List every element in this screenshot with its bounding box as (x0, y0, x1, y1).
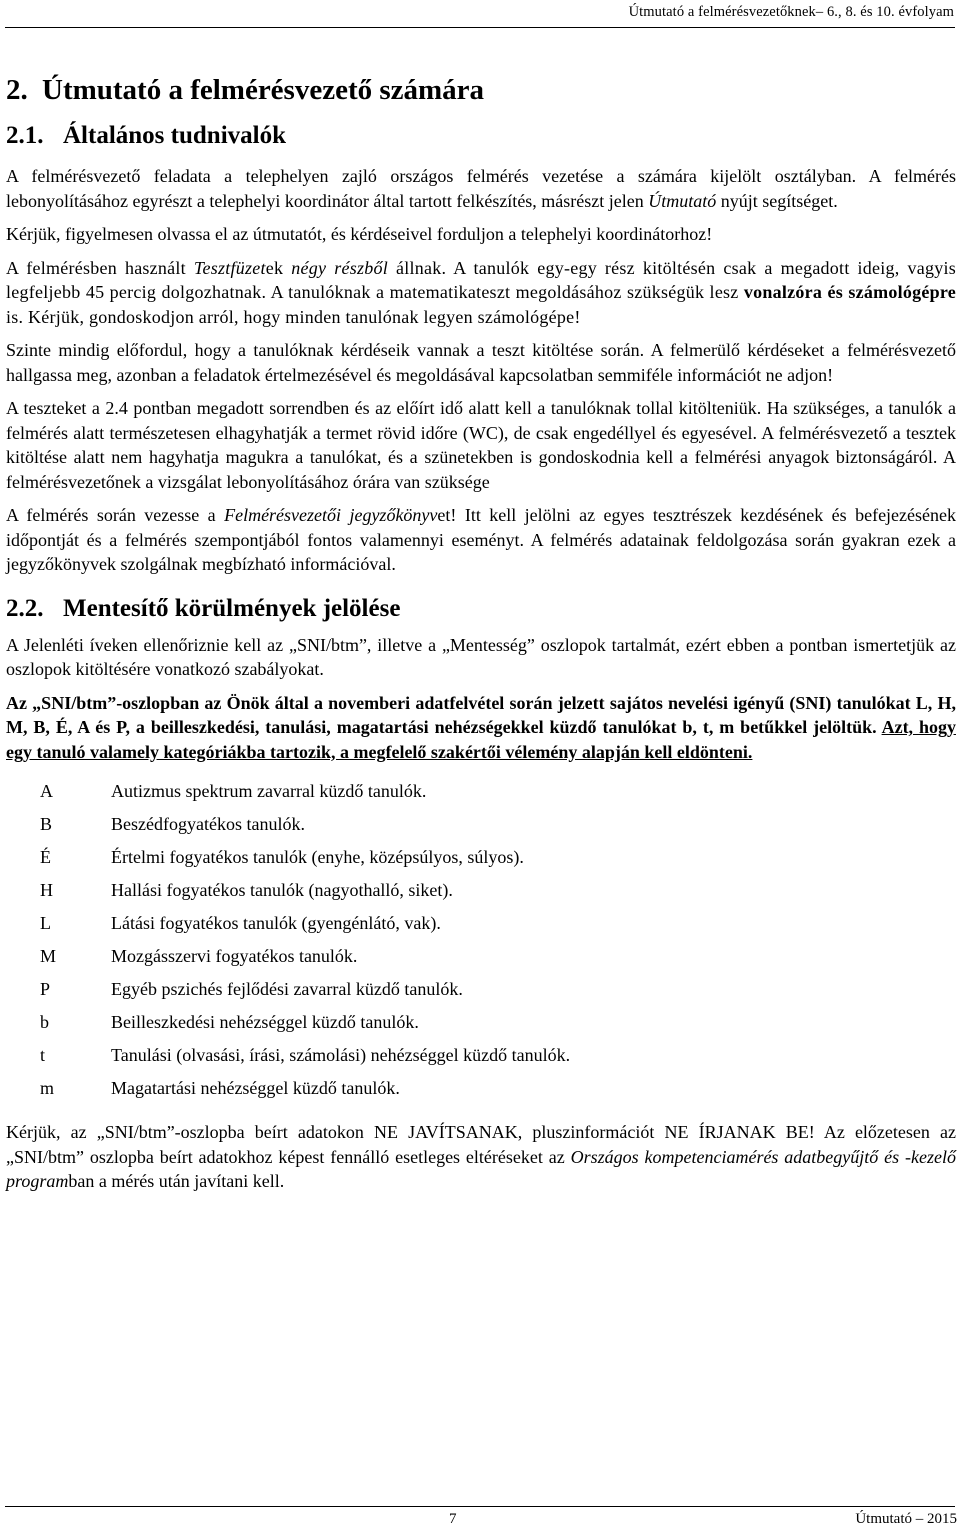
subsection-title: Általános tudnivalók (63, 122, 286, 149)
paragraph-order: A teszteket a 2.4 pontban megadott sorrendben és az előírt idő alatt kell a tanulóknak tollal kitölteniük. Ha szükséges, a tanulók a felmérés alatt természetesen elhagyhatják a termet rövid időre (WC), de csak engedéllyel és egyesével. A felmérésvezető a tesztek kitöltése alatt nem hagyhatja magukra a tanulókat, és a szünetekben is gondoskodnia kell a felmérési anyagok biztonságáról. A felmérésvezetőnek a vizsgálat lebonyolításához órára van szüksége (6, 398, 956, 492)
list-item (40, 1045, 956, 1078)
code-letter: b (40, 1012, 49, 1032)
list-item (40, 913, 956, 946)
code-list (40, 781, 956, 1111)
code-description: Mozgásszervi fogyatékos tanulók. (111, 946, 358, 966)
paragraph-task: A felmérésvezető feladata a telephelyen zajló országos felmérés vezetése a számára kijelölt osztályban. A felmérés lebonyolításához egyrészt a telephelyi koordinátor által tartott felkészítés, másrészt jelen Útmutató nyújt segítséget. (6, 166, 956, 211)
code-letter: t (40, 1045, 46, 1065)
code-letter: M (40, 946, 57, 966)
list-item (40, 1078, 956, 1111)
paragraph-no-corrections: Kérjük, az „SNI/btm”-oszlopba beírt adatokon NE JAVÍTSANAK, pluszinformációt NE ÍRJANAK BE! Az előzetesen az „SNI/btm” oszlopba beírt adatokhoz képest fennálló esetleges eltéréseket az Országos kompetenciamérés adatbegyűjtő és -kezelő programban a mérés után javítani kell. (6, 1122, 956, 1191)
underlined-rule: Azt, hogy egy tanuló valamely kategóriákba tartozik, a megfelelő szakértői vélemény alapján kell eldönteni. (6, 717, 956, 762)
section-number: 2. (6, 74, 28, 106)
header-rule (5, 27, 955, 28)
subsection-heading-general (6, 118, 956, 154)
emphasis: Útmutató (648, 190, 717, 211)
subsection-heading-exemption (6, 591, 956, 627)
list-item (40, 1012, 956, 1045)
subsection-number: 2.1. (6, 122, 44, 149)
code-description: Egyéb pszichés fejlődési zavarral küzdő tanulók. (111, 979, 463, 999)
subsection-number: 2.2. (6, 594, 44, 622)
page-number: 7 (449, 1511, 457, 1527)
footer-label: Útmutató – 2015 (855, 1511, 957, 1527)
code-description: Autizmus spektrum zavarral küzdő tanulók. (111, 781, 427, 801)
code-description: Magatartási nehézséggel küzdő tanulók. (111, 1078, 400, 1098)
section-title: Útmutató a felmérésvezető számára (42, 74, 485, 106)
list-item (40, 814, 956, 847)
paragraph-request: Kérjük, figyelmesen olvassa el az útmutatót, és kérdéseivel forduljon a telephelyi koordinátorhoz! (6, 224, 713, 244)
paragraph-booklets: A felmérésben használt Tesztfüzetek négy részből állnak. A tanulók egy-egy rész kitöltésén csak a megadott ideig, vagyis legfeljebb 45 percig dolgozhatnak. A tanulóknak a matematikateszt megoldásához szükségük lesz vonalzóra és számológépre is. Kérjük, gondoskodjon arról, hogy minden tanulónak legyen számológépe! (6, 257, 957, 327)
paragraph-questions: Szinte mindig előfordul, hogy a tanulóknak kérdéseik vannak a teszt kitöltése során. A felmerülő kérdéseket a felmérésvezető hallgassa meg, azonban a feladatok értelmezésével és megoldásával kapcsolatban semmiféle információt ne adjon! (6, 340, 956, 385)
code-description: Beilleszkedési nehézséggel küzdő tanulók. (111, 1012, 419, 1032)
code-description: Értelmi fogyatékos tanulók (enyhe, középsúlyos, súlyos). (111, 847, 524, 867)
running-header: Útmutató a felmérésvezetőknek– 6., 8. és 10. évfolyam (628, 4, 954, 20)
list-item (40, 979, 956, 1012)
list-item (40, 880, 956, 913)
paragraph-sni-columns: Az „SNI/btm”-oszlopban az Önök által a novemberi adatfelvétel során jelzett sajátos nevelési igényű (SNI) tanulókat L, H, M, B, É, A és P, a beilleszkedési, tanulási, magatartási nehézségekkel küzdő tanulókat b, t, m betűkkel jelöltük. Azt, hogy egy tanuló valamely kategóriákba tartozik, a megfelelő szakértői vélemény alapján kell eldönteni. (6, 692, 956, 762)
code-letter: P (40, 979, 51, 999)
code-letter: m (40, 1078, 55, 1098)
page-content (6, 71, 956, 1203)
paragraph-protocol: A felmérés során vezesse a Felmérésvezetői jegyzőkönyvet! Itt kell jelölni az egyes tesztrészek kezdésének és befejezésének időpontját és a felmérés szempontjából fontos valamennyi eseményt. A felmérés adatainak feldolgozása során gyakran ezek a jegyzőkönyvek szolgálnak megbízható információval. (6, 505, 957, 574)
subsection-title: Mentesítő körülmények jelölése (63, 594, 401, 622)
list-item (40, 781, 956, 814)
code-description: Hallási fogyatékos tanulók (nagyothalló, siket). (111, 880, 453, 900)
code-description: Tanulási (olvasási, írási, számolási) nehézséggel küzdő tanulók. (111, 1045, 571, 1065)
code-letter: A (40, 781, 53, 801)
code-letter: H (40, 880, 53, 900)
list-item (40, 847, 956, 880)
code-description: Beszédfogyatékos tanulók. (111, 814, 305, 834)
code-description: Látási fogyatékos tanulók (gyengénlátó, vak). (111, 913, 441, 933)
code-letter: L (40, 913, 51, 933)
footer-rule (5, 1506, 955, 1507)
paragraph-attendance: A Jelenléti íveken ellenőriznie kell az „SNI/btm”, illetve a „Mentesség” oszlopok tartalmát, ezért ebben a pontban ismertetjük az oszlopok kitöltésére vonatkozó szabályokat. (6, 634, 956, 679)
list-item (40, 946, 956, 979)
code-letter: É (40, 847, 51, 867)
section-heading (6, 71, 956, 109)
bold-tools: vonalzóra és számológépre (743, 282, 956, 302)
code-letter: B (40, 814, 53, 834)
